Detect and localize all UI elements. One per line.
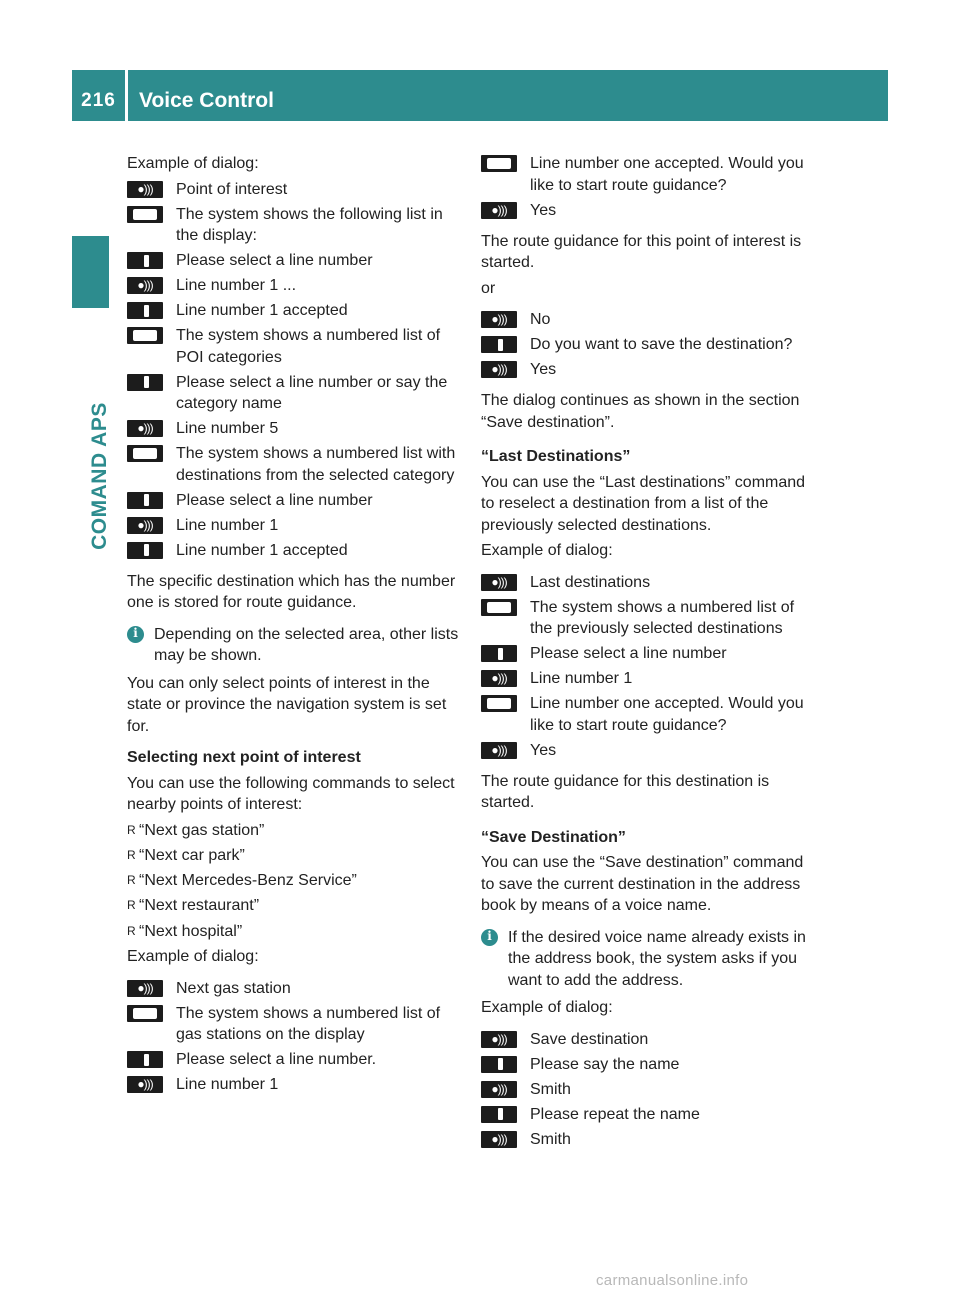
dialog-text: Line number 1 accepted: [176, 302, 348, 319]
dialog-text: Please select a line number or say the category name: [176, 373, 448, 412]
dialog-row: [481, 334, 816, 356]
dialog-text: Line number 1: [176, 516, 279, 534]
dialog-row: [481, 200, 816, 222]
dialog-list: [481, 1029, 816, 1151]
info-note: [481, 927, 816, 992]
right-column: [481, 153, 816, 1154]
dialog-text: The system shows a numbered list with destinations from the selected category: [176, 445, 456, 484]
list-item: R “Next restaurant”: [127, 895, 463, 917]
sidebar-section-label: COMAND APS: [88, 402, 111, 550]
dialog-text: Smith: [530, 1080, 571, 1098]
dialog-text: Line number 1: [530, 670, 633, 687]
voice-command-icon: ●))): [481, 1081, 517, 1098]
system-speech-icon: [481, 336, 517, 353]
system-speech-icon: [481, 1056, 517, 1073]
dialog-text: Please say the name: [530, 1055, 680, 1073]
dialog-row: [127, 490, 463, 512]
dialog-row: [481, 309, 816, 331]
voice-command-icon: ●))): [481, 311, 517, 328]
bullet-mark: R: [127, 923, 136, 938]
dialog-text: Smith: [530, 1130, 571, 1148]
voice-command-icon: ●))): [127, 1076, 163, 1093]
section-heading: “Last Destinations”: [481, 448, 631, 465]
voice-command-icon: ●))): [481, 670, 517, 687]
system-speech-icon: [127, 374, 163, 391]
dialog-row: [127, 300, 463, 322]
dialog-text: The system shows a numbered list of POI categories: [176, 327, 441, 366]
dialog-list: [127, 978, 463, 1096]
bullet-mark: R: [127, 873, 136, 888]
dialog-row: [481, 359, 816, 381]
dialog-row: [127, 1074, 463, 1096]
dialog-list: [481, 153, 816, 221]
paragraph: You can use the “Last destinations” command to reselect a destination from a list of the previously selected destinations.: [481, 473, 806, 534]
list-item: R “Next car park”: [127, 845, 463, 867]
watermark: carmanualsonline.info: [596, 1272, 749, 1289]
voice-command-icon: ●))): [481, 361, 517, 378]
paragraph: You can use the “Save destination” command to save the current destination in the address book by means of a voice name.: [481, 854, 804, 914]
dialog-row: [481, 1054, 816, 1076]
dialog-intro: Example of dialog:: [127, 155, 259, 172]
info-icon: i: [127, 626, 144, 643]
dialog-row: [481, 643, 816, 665]
dialog-row: [127, 1003, 463, 1046]
dialog-text: Point of interest: [176, 180, 288, 198]
dialog-row: [481, 668, 816, 690]
dialog-row: [481, 1104, 816, 1126]
header-separator: [125, 70, 128, 121]
bullet-mark: R: [127, 822, 136, 837]
bullet-list: [127, 820, 463, 943]
dialog-text: Please select a line number: [530, 645, 727, 662]
paragraph: The specific destination which has the number one is stored for route guidance.: [127, 572, 456, 611]
dialog-text: Line number 5: [176, 420, 279, 437]
page-title: Voice Control: [139, 89, 274, 112]
display-icon: [481, 695, 517, 712]
dialog-text: Do you want to save the destination?: [530, 336, 793, 353]
or-text: or: [481, 279, 496, 297]
dialog-row: [127, 443, 463, 486]
dialog-text: Line number 1: [176, 1076, 279, 1094]
dialog-intro: Example of dialog:: [481, 999, 613, 1016]
voice-command-icon: ●))): [127, 517, 163, 534]
paragraph: The route guidance for this destination is started.: [481, 772, 770, 811]
dialog-text: The system shows the following list in the display:: [176, 205, 443, 244]
dialog-row: [127, 250, 463, 272]
voice-command-icon: ●))): [481, 1031, 517, 1048]
dialog-row: [127, 204, 463, 247]
dialog-row: [127, 418, 463, 440]
dialog-row: [481, 1029, 816, 1051]
system-speech-icon: [127, 492, 163, 509]
dialog-list: [481, 572, 816, 762]
system-speech-icon: [481, 1106, 517, 1123]
dialog-list: [481, 309, 816, 381]
dialog-row: [481, 740, 816, 762]
dialog-list: [127, 179, 463, 562]
dialog-text: Line number 1 accepted: [176, 541, 348, 559]
bullet-mark: R: [127, 847, 136, 862]
dialog-text: The system shows a numbered list of gas stations on the display: [176, 1004, 441, 1044]
dialog-text: Please repeat the name: [530, 1105, 700, 1123]
dialog-text: Yes: [530, 361, 557, 378]
dialog-row: [481, 572, 816, 594]
dialog-row: [127, 179, 463, 201]
dialog-row: [127, 540, 463, 562]
system-speech-icon: [127, 542, 163, 559]
section-heading: “Save Destination”: [481, 828, 626, 846]
voice-command-icon: ●))): [481, 742, 517, 759]
voice-command-icon: ●))): [127, 181, 163, 198]
system-speech-icon: [481, 645, 517, 662]
system-speech-icon: [127, 252, 163, 269]
display-icon: [481, 599, 517, 616]
list-item: R “Next gas station”: [127, 820, 463, 842]
list-item: R “Next hospital”: [127, 921, 463, 943]
system-speech-icon: [127, 1051, 163, 1068]
dialog-text: Next gas station: [176, 979, 291, 997]
paragraph: The dialog continues as shown in the section “Save destination”.: [481, 392, 800, 431]
dialog-intro: Example of dialog:: [127, 948, 259, 966]
system-speech-icon: [127, 302, 163, 319]
dialog-text: Line number 1 ...: [176, 277, 297, 294]
sidebar-tab-block: [72, 236, 109, 308]
dialog-text: No: [530, 311, 551, 328]
dialog-text: Save destination: [530, 1030, 649, 1048]
list-item: R “Next Mercedes-Benz Service”: [127, 870, 463, 892]
dialog-text: Line number one accepted. Would you like to start route guidance?: [530, 155, 804, 194]
display-icon: [127, 445, 163, 462]
dialog-row: [481, 693, 816, 736]
display-icon: [127, 206, 163, 223]
bullet-mark: R: [127, 898, 136, 913]
section-heading: Selecting next point of interest: [127, 749, 361, 766]
voice-command-icon: ●))): [127, 420, 163, 437]
note-text: If the desired voice name already exists in the address book, the system asks if you want to add the address.: [508, 928, 806, 989]
dialog-intro: Example of dialog:: [481, 542, 613, 559]
voice-command-icon: ●))): [127, 980, 163, 997]
dialog-row: [481, 597, 816, 640]
info-note: [127, 624, 463, 667]
dialog-text: Yes: [530, 201, 557, 219]
dialog-row: [481, 1079, 816, 1101]
dialog-row: [481, 153, 816, 196]
display-icon: [127, 1005, 163, 1022]
info-icon: i: [481, 929, 498, 946]
dialog-row: [127, 275, 463, 297]
dialog-row: [481, 1129, 816, 1151]
paragraph: The route guidance for this point of interest is started.: [481, 232, 802, 271]
display-icon: [127, 327, 163, 344]
left-column: [127, 153, 463, 1099]
page-number: 216: [81, 90, 116, 111]
dialog-text: Yes: [530, 741, 557, 759]
display-icon: [481, 155, 517, 172]
paragraph: You can only select points of interest in the state or province the navigation system is set for.: [127, 674, 447, 735]
dialog-row: [127, 978, 463, 1000]
dialog-text: Last destinations: [530, 573, 651, 591]
dialog-row: [127, 515, 463, 537]
dialog-text: Please select a line number: [176, 252, 373, 269]
voice-command-icon: ●))): [481, 1131, 517, 1148]
dialog-text: Please select a line number: [176, 491, 373, 509]
dialog-text: Please select a line number.: [176, 1051, 377, 1069]
dialog-text: Line number one accepted. Would you like to start route guidance?: [530, 695, 804, 734]
dialog-row: [127, 1049, 463, 1071]
voice-command-icon: ●))): [481, 202, 517, 219]
dialog-row: [127, 372, 463, 415]
note-text: Depending on the selected area, other lists may be shown.: [154, 625, 459, 664]
paragraph: You can use the following commands to select nearby points of interest:: [127, 774, 455, 813]
dialog-text: The system shows a numbered list of the previously selected destinations: [530, 598, 795, 637]
dialog-row: [127, 325, 463, 368]
voice-command-icon: ●))): [481, 574, 517, 591]
voice-command-icon: ●))): [127, 277, 163, 294]
